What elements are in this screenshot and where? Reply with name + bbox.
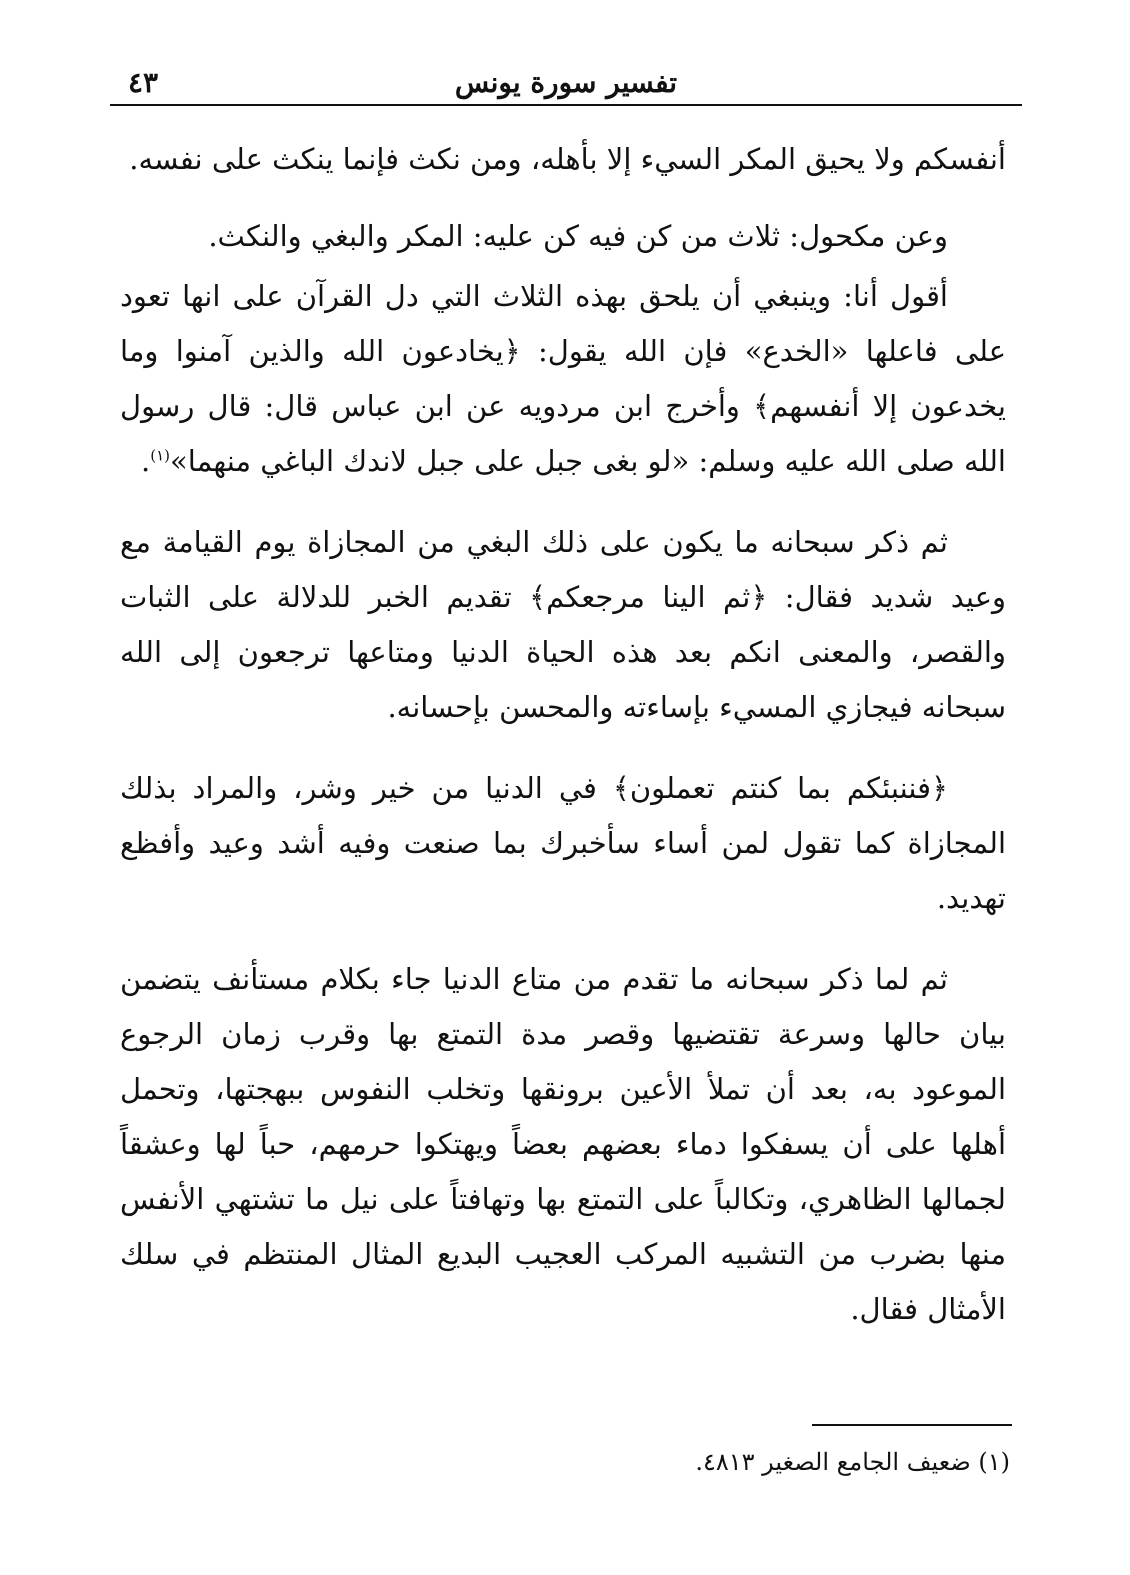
footnote: (١) ضعيف الجامع الصغير ٤٨١٣.: [695, 1448, 1010, 1476]
page-number: ٤٣: [128, 66, 159, 99]
footnote-divider: [812, 1424, 1012, 1426]
paragraph-2: وعن مكحول: ثلاث من كن فيه كن عليه: المكر والبغي والنكث.: [208, 219, 948, 253]
footnote-reference: (١): [150, 446, 171, 465]
paragraph-6: ثم لما ذكر سبحانه ما تقدم من متاع الدنيا جاء بكلام مستأنف يتضمن بيان حالها وسرعة تقتضيها وقصر مدة التمتع بها وقرب زمان الرجوع الموعود به، بعد أن تملأ الأعين برونقها وتخلب النفوس ببهجتها، وتحمل أهلها على أن يسفكوا دماء بعضهم بعضاً ويهتكوا حرمهم، حباً لها وعشقاً لجمالها الظاهري، وتكالباً على التمتع بها وتهافتاً على نيل ما تشتهي الأنفس منها بضرب من التشبيه المركب العجيب البديع المثال المنتظم في سلك الأمثال فقال.: [120, 962, 1006, 1326]
paragraph-5: ﴿فننبئكم بما كنتم تعملون﴾ في الدنيا من خير وشر، والمراد بذلك المجازاة كما تقول لمن أساء سأخبرك بما صنعت وفيه أشد وعيد وأفظع تهديد.: [120, 771, 1006, 915]
running-title: تفسير سورة يونس: [454, 66, 678, 99]
page-header: [110, 64, 1022, 106]
paragraph-1: أنفسكم ولا يحيق المكر السيء إلا بأهله، ومن نكث فإنما ينكث على نفسه.: [129, 142, 1006, 176]
paragraph-3: [120, 269, 1006, 489]
paragraph-3-text: أقول أنا: وينبغي أن يلحق بهذه الثلاث التي دل القرآن على انها تعود على فاعلها «الخدع» فإن الله يقول: ﴿يخادعون الله والذين آمنوا وما يخدعون إلا أنفسهم﴾ وأخرج ابن مردويه عن ابن عباس قال: قال رسول الله صلى الله عليه وسلم: «لو بغى جبل على جبل لاندك الباغي منهما»: [120, 279, 1006, 478]
paragraph-3-end: .: [141, 444, 151, 478]
body-text: [120, 132, 1006, 1337]
paragraph-4: ثم ذكر سبحانه ما يكون على ذلك البغي من المجازاة يوم القيامة مع وعيد شديد فقال: ﴿ثم الينا مرجعكم﴾ تقديم الخبر للدلالة على الثبات والقصر، والمعنى انكم بعد هذه الحياة الدنيا ومتاعها ترجعون إلى الله سبحانه فيجازي المسيء بإساءته والمحسن بإحسانه.: [120, 525, 1006, 724]
